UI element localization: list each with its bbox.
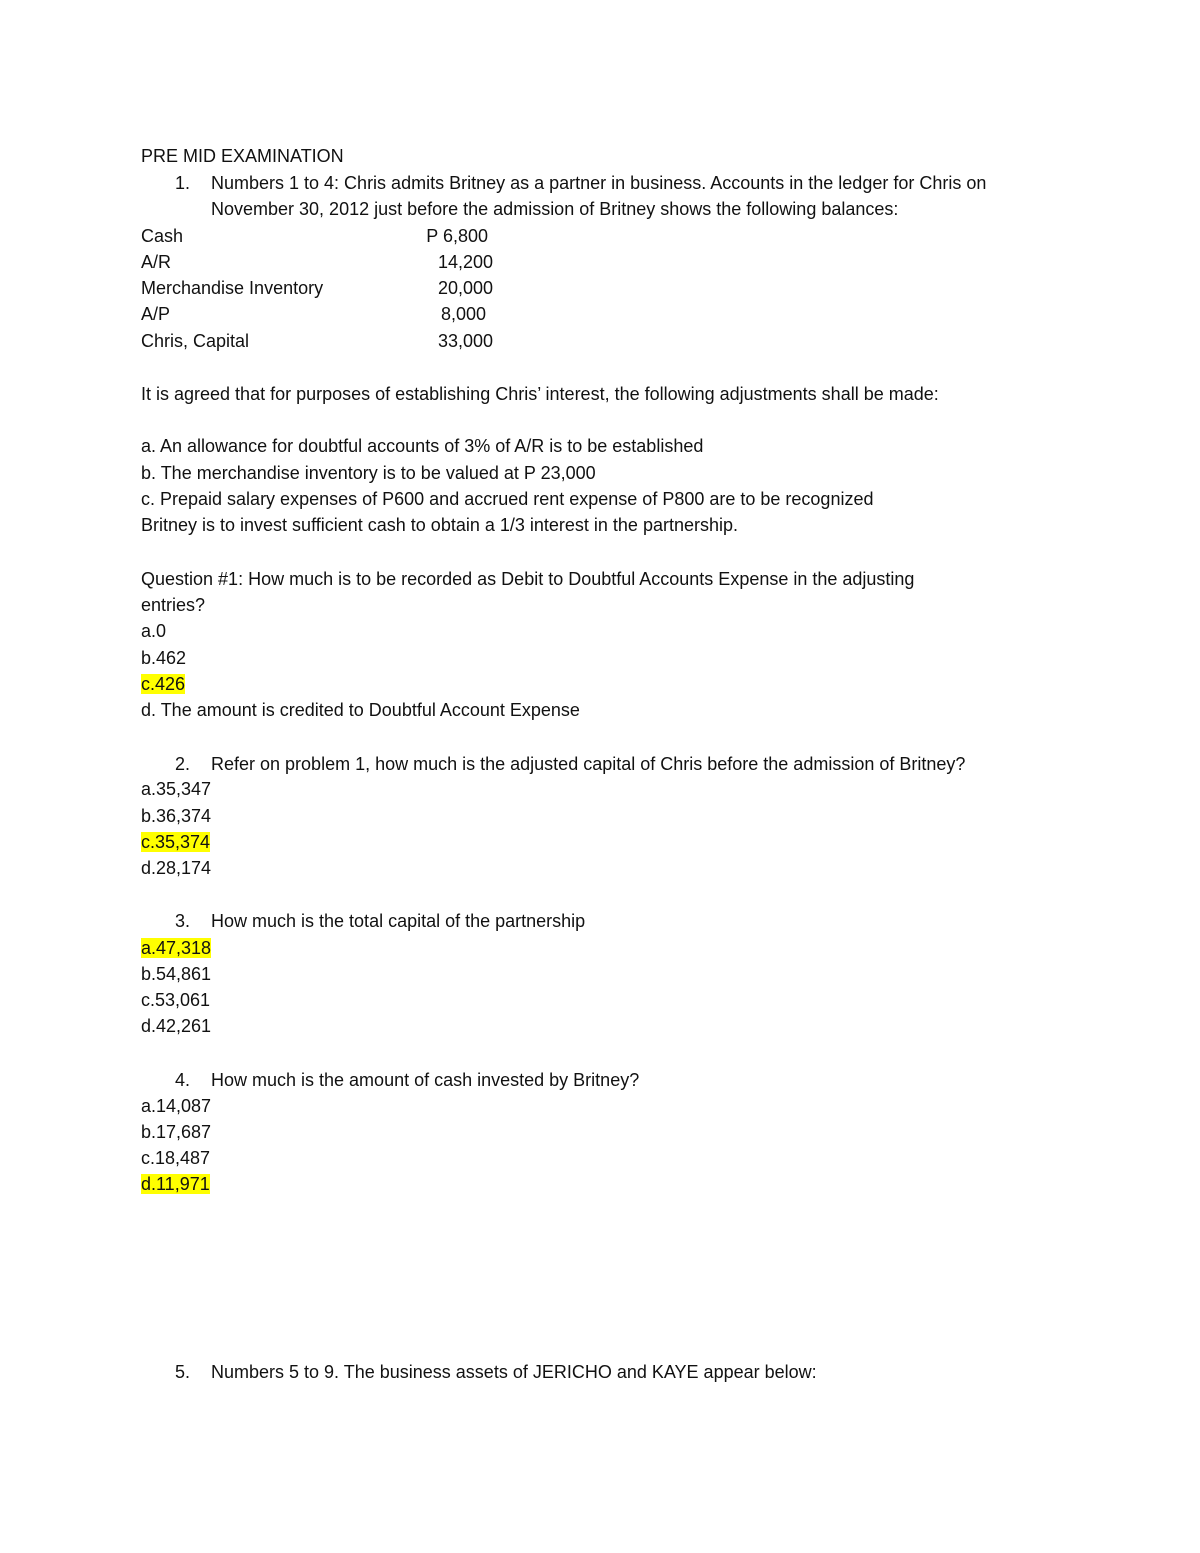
choice-a: a.0 — [141, 621, 167, 641]
question-1-text-line-2: entries? — [141, 595, 206, 615]
item-1-text-line-1: Numbers 1 to 4: Chris admits Britney as a partner in business. Accounts in the ledger for Chris on — [211, 173, 987, 193]
balance-label: A/R — [141, 252, 172, 272]
item-5-text: Numbers 5 to 9. The business assets of JERICHO and KAYE appear below: — [211, 1362, 817, 1382]
choice-c-highlighted-answer: c.35,374 — [141, 832, 211, 852]
balance-label: Merchandise Inventory — [141, 278, 324, 298]
balance-amount: 8,000 — [440, 304, 486, 324]
question-1-text-line-1: Question #1: How much is to be recorded as Debit to Doubtful Accounts Expense in the adjusting — [141, 569, 915, 589]
choice-a: a.14,087 — [141, 1096, 212, 1116]
question-3-text: How much is the total capital of the partnership — [211, 911, 586, 931]
choice-d-wrapper — [141, 1172, 210, 1196]
adjustment-item: Britney is to invest sufficient cash to obtain a 1/3 interest in the partnership. — [141, 515, 738, 535]
adjustment-item: b. The merchandise inventory is to be valued at P 23,000 — [141, 463, 596, 483]
balance-amount: P 6,800 — [426, 226, 488, 246]
choice-a: a.35,347 — [141, 779, 212, 799]
choice-c-wrapper — [141, 672, 185, 696]
choice-b: b.462 — [141, 648, 187, 668]
balance-amount: 14,200 — [437, 252, 493, 272]
choice-c: c.53,061 — [141, 990, 211, 1010]
choice-a-wrapper — [141, 936, 211, 960]
item-5-number: 5. — [175, 1362, 191, 1382]
balance-label: Chris, Capital — [141, 331, 250, 351]
question-4-number: 4. — [175, 1070, 191, 1090]
choice-c-highlighted-answer: c.426 — [141, 674, 186, 694]
question-3-number: 3. — [175, 911, 191, 931]
choice-b: b.54,861 — [141, 964, 212, 984]
choice-b: b.17,687 — [141, 1122, 212, 1142]
exam-title: PRE MID EXAMINATION — [141, 146, 344, 166]
question-4-text: How much is the amount of cash invested by Britney? — [211, 1070, 640, 1090]
balance-amount: 20,000 — [437, 278, 493, 298]
choice-a-highlighted-answer: a.47,318 — [141, 938, 212, 958]
agreement-text: It is agreed that for purposes of establishing Chris’ interest, the following adjustments shall be made: — [141, 384, 939, 404]
choice-d: d.42,261 — [141, 1016, 212, 1036]
choice-d: d.28,174 — [141, 858, 212, 878]
choice-c: c.18,487 — [141, 1148, 211, 1168]
choice-d: d. The amount is credited to Doubtful Account Expense — [141, 700, 580, 720]
balance-amount: 33,000 — [437, 331, 493, 351]
choice-b: b.36,374 — [141, 806, 212, 826]
choice-c-wrapper — [141, 830, 210, 854]
question-2-text: Refer on problem 1, how much is the adjusted capital of Chris before the admission of Britney? — [211, 754, 966, 774]
balance-label: Cash — [141, 226, 184, 246]
item-1-text-line-2: November 30, 2012 just before the admission of Britney shows the following balances: — [211, 199, 899, 219]
balance-label: A/P — [141, 304, 171, 324]
choice-d-highlighted-answer: d.11,971 — [141, 1174, 210, 1194]
item-1-number: 1. — [175, 173, 191, 193]
adjustment-item: a. An allowance for doubtful accounts of 3% of A/R is to be established — [141, 436, 704, 456]
question-2-number: 2. — [175, 754, 191, 774]
adjustment-item: c. Prepaid salary expenses of P600 and accrued rent expense of P800 are to be recognized — [141, 489, 874, 509]
